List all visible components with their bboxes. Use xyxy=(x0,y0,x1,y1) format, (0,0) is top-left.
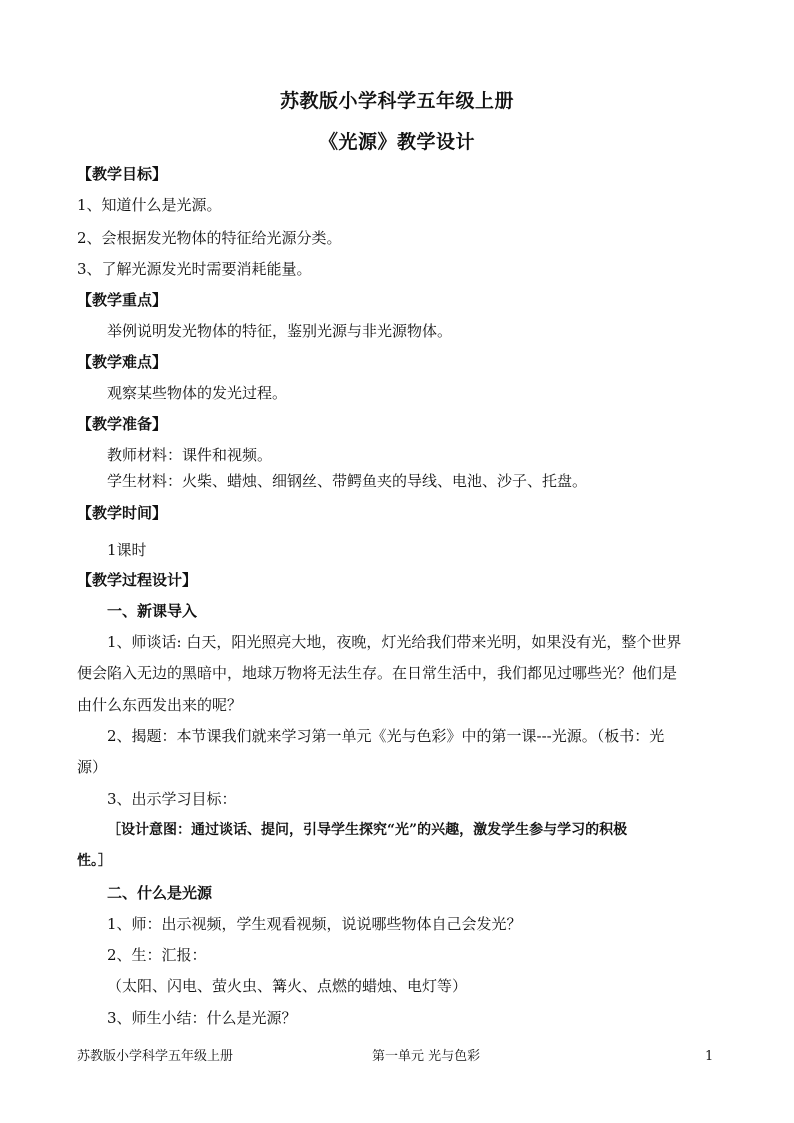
document-title: 苏教版小学科学五年级上册 xyxy=(279,90,514,112)
footer-left: 苏教版小学科学五年级上册 xyxy=(77,1049,234,1064)
time-heading: 【教学时间】 xyxy=(77,504,168,522)
process-heading: 【教学过程设计】 xyxy=(77,571,198,589)
teacher-materials: 教师材料：课件和视频。 xyxy=(107,446,273,464)
key-points-heading: 【教学重点】 xyxy=(77,291,168,309)
section-heading: 二、什么是光源 xyxy=(107,884,213,902)
paragraph-line: 由什么东西发出来的呢？ xyxy=(77,696,243,714)
preparation-heading: 【教学准备】 xyxy=(77,415,168,433)
paragraph-line: （太阳、闪电、萤火虫、篝火、点燃的蜡烛、电灯等） xyxy=(107,977,468,995)
goals-heading: 【教学目标】 xyxy=(77,165,168,183)
paragraph-line: 便会陷入无边的黑暗中，地球万物将无法生存。在日常生活中，我们都见过哪些光？他们是 xyxy=(77,664,678,682)
key-points-text: 举例说明发光物体的特征，鉴别光源与非光源物体。 xyxy=(107,322,453,340)
goal-item: 3、了解光源发光时需要消耗能量。 xyxy=(77,260,312,278)
paragraph-line: 3、师生小结：什么是光源？ xyxy=(107,1009,297,1027)
difficult-points-heading: 【教学难点】 xyxy=(77,353,168,371)
paragraph-line: 1、师：出示视频，学生观看视频，说说哪些物体自己会发光？ xyxy=(107,915,522,933)
difficult-points-text: 观察某些物体的发光过程。 xyxy=(107,384,288,402)
design-intent-note: ［设计意图：通过谈话、提问，引导学生探究“光”的兴趣，激发学生参与学习的积极 xyxy=(107,822,628,838)
paragraph-line: 源） xyxy=(77,758,108,776)
goal-item: 2、会根据发光物体的特征给光源分类。 xyxy=(77,229,342,247)
footer-center: 第一单元 光与色彩 xyxy=(372,1049,481,1064)
goal-item: 1、知道什么是光源。 xyxy=(77,196,222,214)
design-intent-note: 性。］ xyxy=(77,853,112,869)
section-heading: 一、新课导入 xyxy=(107,602,198,620)
student-materials: 学生材料：火柴、蜡烛、细钢丝、带鳄鱼夹的导线、电池、沙子、托盘。 xyxy=(107,472,588,490)
paragraph-line: 2、生：汇报： xyxy=(107,946,207,964)
time-text: 1课时 xyxy=(107,541,147,559)
paragraph-line: 3、出示学习目标： xyxy=(107,790,237,808)
paragraph-line: 2、揭题：本节课我们就来学习第一单元《光与色彩》中的第一课---光源。（板书：光 xyxy=(107,727,665,745)
document-subtitle: 《光源》教学设计 xyxy=(318,131,475,153)
page-number: 1 xyxy=(705,1049,714,1064)
paragraph-line: 1、师谈话: 白天，阳光照亮大地，夜晚，灯光给我们带来光明，如果没有光，整个世界 xyxy=(107,633,682,651)
